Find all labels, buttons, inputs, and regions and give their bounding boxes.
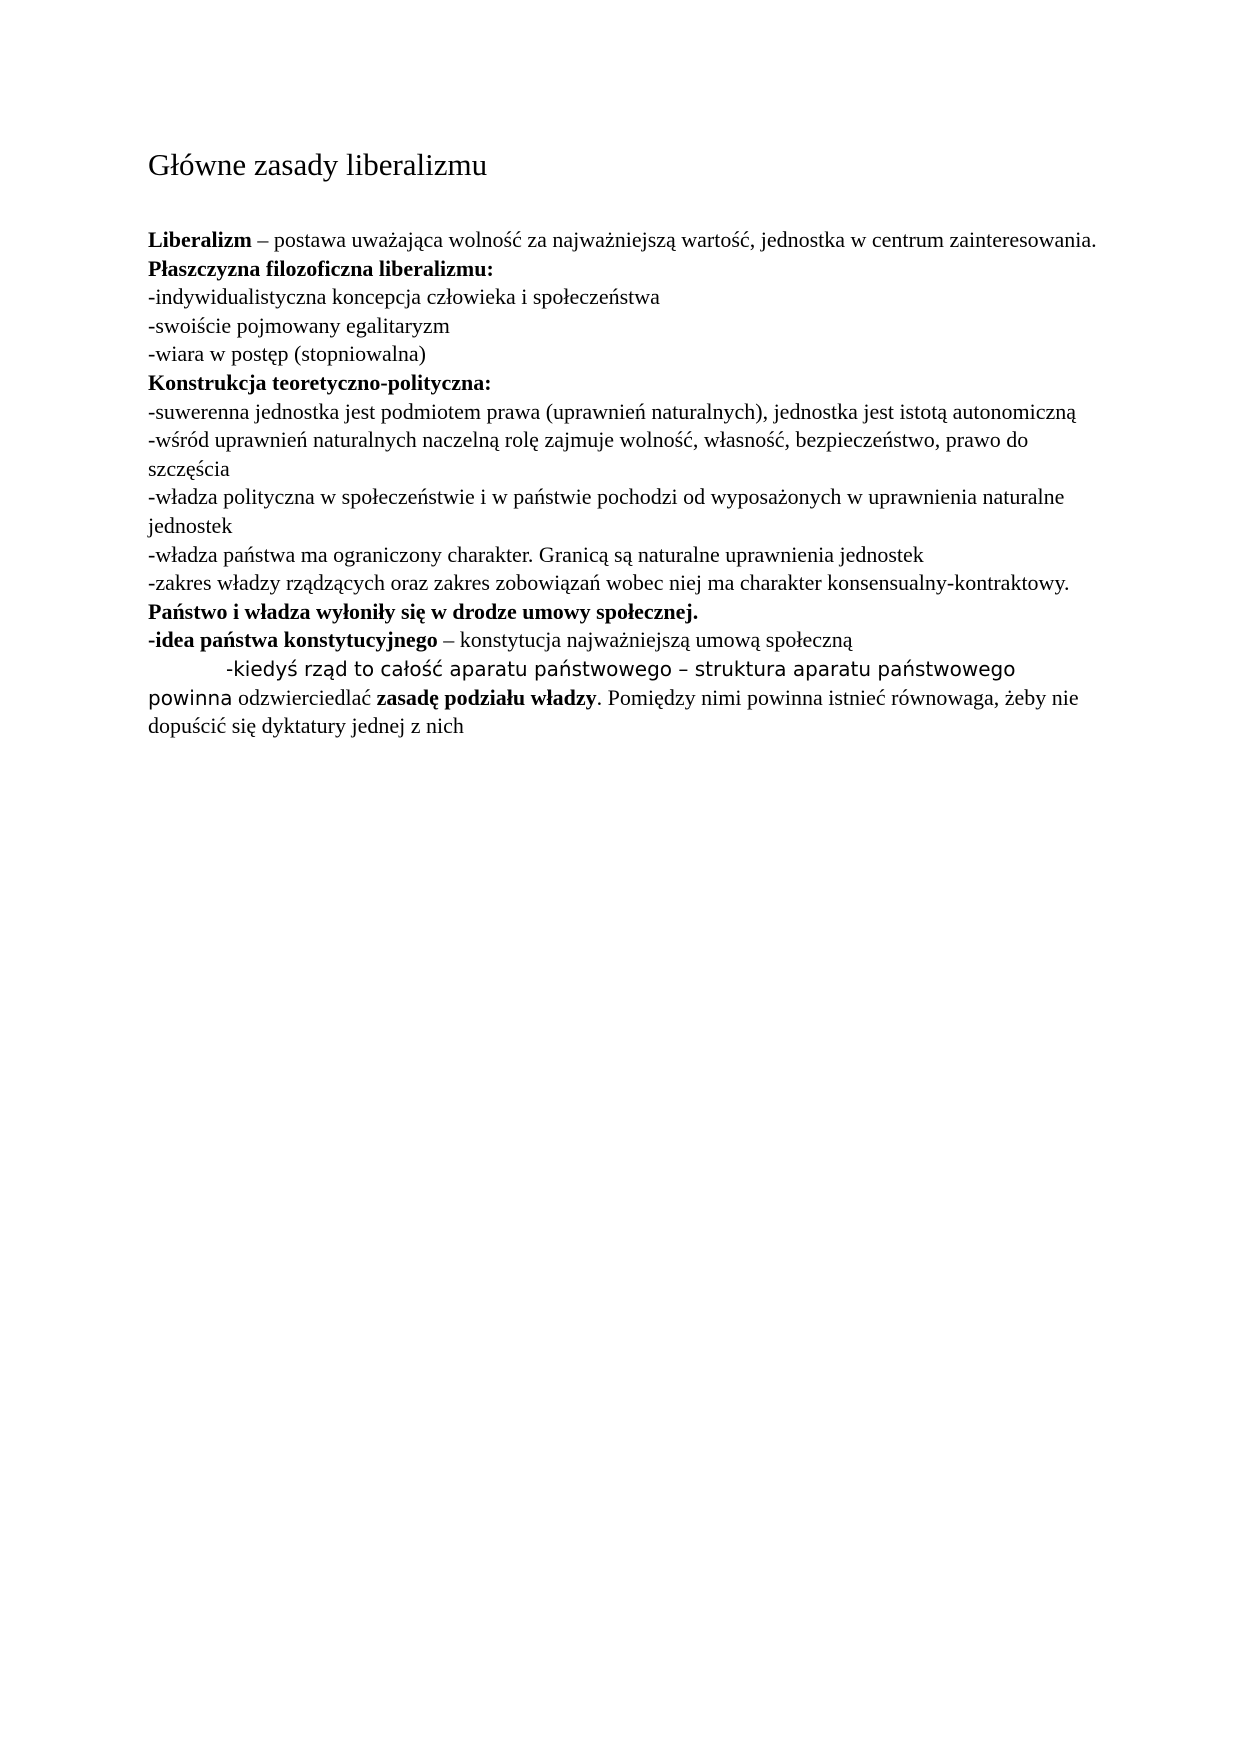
list-item: -władza polityczna w społeczeństwie i w państwie pochodzi od wyposażonych w uprawnienia naturalne jednostek (148, 484, 1065, 538)
reflect-text: odzwierciedlać (232, 684, 377, 710)
document-body (148, 226, 1098, 741)
document-title: Główne zasady liberalizmu (148, 147, 488, 182)
definition-text: – postawa uważająca wolność za najważniejszą wartość, jednostka w centrum zainteresowania. (251, 227, 1097, 252)
separation-of-powers-paragraph (148, 655, 1098, 741)
list-item: -zakres władzy rządzących oraz zakres zobowiązań wobec niej ma charakter konsensualny-kontraktowy. (148, 570, 1070, 596)
definition-paragraph (148, 226, 1098, 255)
list-item: -indywidualistyczna koncepcja człowieka i społeczeństwa (148, 284, 660, 310)
list-item: -władza państwa ma ograniczony charakter. Granicą są naturalne uprawnienia jednostek (148, 541, 924, 567)
constitutional-idea-term: -idea państwa konstytucyjnego (148, 627, 438, 653)
balance-text: . Pomiędzy nimi powinna istnieć równowaga, żeby nie dopuścić się dyktatury jednej z nich (148, 684, 1079, 739)
constitutional-idea-text: – konstytucja najważniejszą umową społeczną (437, 627, 853, 653)
list-item: -wiara w postęp (stopniowalna) (148, 341, 426, 367)
separation-of-powers-term: zasadę podziału władzy (376, 684, 597, 710)
section-heading-theoretical: Konstrukcja teoretyczno-polityczna: (148, 369, 492, 395)
section-heading-philosophical: Płaszczyzna filozoficzna liberalizmu: (148, 255, 494, 281)
constitutional-idea-paragraph (148, 626, 1098, 655)
list-item: -wśród uprawnień naturalnych naczelną rolę zajmuje wolność, własność, bezpieczeństwo, prawo do szczęścia (148, 427, 1029, 481)
definition-term: Liberalizm (148, 227, 252, 252)
list-item: -swoiście pojmowany egalitaryzm (148, 312, 450, 338)
list-item: -suwerenna jednostka jest podmiotem prawa (uprawnień naturalnych), jednostka jest istotą autonomiczną (148, 398, 1076, 424)
section-heading-social-contract: Państwo i władza wyłoniły się w drodze umowy społecznej. (148, 598, 699, 624)
government-text: -kiedyś rząd to całość aparatu państwowego – struktura aparatu państwowego powinna (148, 656, 1016, 710)
